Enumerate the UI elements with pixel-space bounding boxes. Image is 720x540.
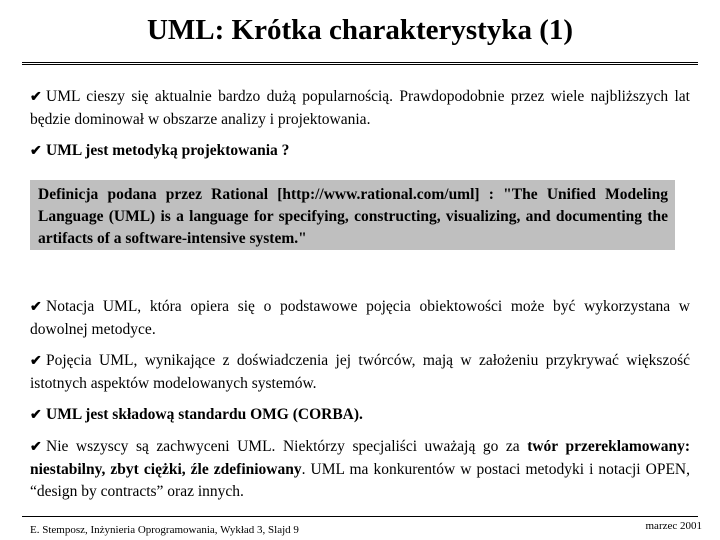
bullet-6	[30, 436, 690, 503]
footer-rule	[22, 516, 698, 517]
bullet-4-text: Pojęcia UML, wynikające z doświadczenia jej twórców, mają w założeniu przykrywać większość istotnych aspektów modelowanych systemów.	[30, 352, 690, 392]
title-rule-bottom	[22, 64, 698, 65]
bullet-2-text: UML jest metodyką projektowania ?	[46, 142, 290, 159]
checkmark-icon: ✔	[30, 354, 42, 369]
checkmark-icon: ✔	[30, 300, 42, 315]
bullet-3	[30, 296, 690, 341]
checkmark-icon: ✔	[30, 90, 42, 105]
title-rule-top	[22, 62, 698, 63]
slide-title: UML: Krótka charakterystyka (1)	[146, 14, 574, 46]
checkmark-icon: ✔	[30, 408, 42, 423]
bullet-5	[30, 404, 690, 427]
footer-left-text: E. Stemposz, Inżynieria Oprogramowania, Wykład 3, Slajd 9	[30, 524, 299, 536]
bullet-3-text: Notacja UML, która opiera się o podstawowe pojęcia obiektowości może być wykorzystana w dowolnej metodyce.	[30, 298, 690, 338]
bullet-6-text-part1: Nie wszyscy są zachwyceni UML. Niektórzy specjaliści uważają go za	[46, 438, 528, 455]
bullet-2	[30, 140, 690, 163]
checkmark-icon: ✔	[30, 144, 42, 159]
definition-box	[30, 180, 675, 250]
bullet-1	[30, 86, 690, 131]
checkmark-icon: ✔	[30, 440, 42, 455]
bullet-6-text-part2: . UML ma konkurentów w postaci metodyki i notacji OPEN, “design by contracts” oraz innych.	[30, 461, 690, 500]
bullet-6-text-bold: twór przereklamowany: niestabilny, zbyt ciężki, źle zdefiniowany	[30, 438, 690, 478]
bullet-1-text: UML cieszy się aktualnie bardzo dużą popularnością. Prawdopodobnie przez wiele najbliższych lat będzie dominował w obszarze analizy i projektowania.	[30, 88, 690, 128]
bullet-5-text: UML jest składową standardu OMG (CORBA).	[46, 406, 363, 423]
definition-text: Definicja podana przez Rational [http://www.rational.com/uml] : "The Unified Modeling Language (UML) is a language for specifying, constructing, visualizing, and documenting the artifacts of a software-intensive system."	[38, 186, 668, 247]
footer-right-text: marzec 2001	[645, 520, 702, 532]
bullet-4	[30, 350, 690, 395]
